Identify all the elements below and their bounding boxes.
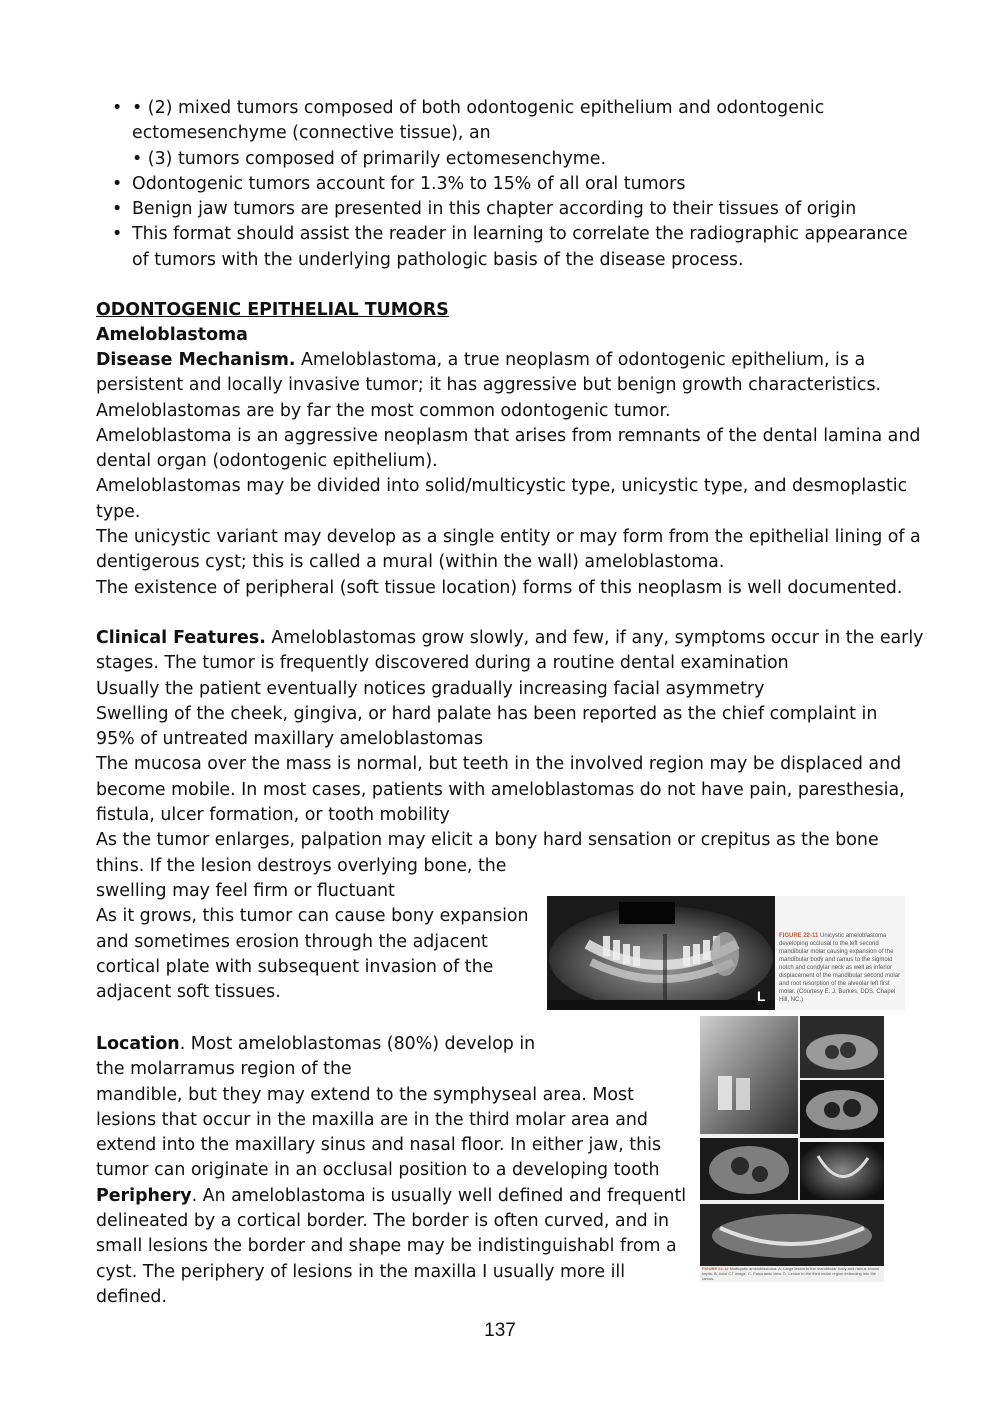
text-line: defined. (96, 1286, 167, 1307)
bullet-marker: • (112, 98, 123, 118)
text-line: The mucosa over the mass is normal, but teeth in the involved region may be displaced and (96, 754, 902, 775)
subheading: Ameloblastoma (96, 325, 248, 345)
text-line: 95% of untreated maxillary ameloblastomas (96, 729, 484, 750)
text-line: cyst. The periphery of lesions in the maxilla I usually more ill (96, 1261, 626, 1282)
text-line: mandible, but they may extend to the symphyseal area. Most (96, 1084, 634, 1105)
section-heading: ODONTOGENIC EPITHELIAL TUMORS (96, 300, 449, 320)
text-line: Usually the patient eventually notices gradually increasing facial asymmetry (96, 678, 765, 699)
text-line: persistent and locally invasive tumor; it has aggressive but benign growth characteristics. (96, 375, 882, 396)
text-line: lesions that occur in the maxilla are in the third molar area and (96, 1109, 648, 1130)
text-line: type. (96, 501, 141, 522)
text-line: fistula, ulcer formation, or tooth mobility (96, 805, 450, 826)
side-marker: L (757, 988, 766, 1004)
bullet-marker: • (112, 173, 123, 194)
text-line: delineated by a cortical border. The border is often curved, and in (96, 1211, 670, 1232)
text-line: adjacent soft tissues. (96, 982, 281, 1003)
text-line: extend into the maxillary sinus and nasal floor. In either jaw, this (96, 1135, 662, 1156)
text-line: swelling may feel firm or fluctuant (96, 880, 395, 901)
text-line: Ameloblastomas grow slowly, and few, if any, symptoms occur in the early (265, 628, 924, 648)
periphery-label: Periphery (96, 1185, 192, 1206)
bullet-text: Benign jaw tumors are presented in this chapter according to their tissues of origin (132, 199, 857, 220)
text-line: The existence of peripheral (soft tissue location) forms of this neoplasm is well documented. (96, 577, 903, 598)
caption-text: Multicystic ameloblastoma. A, Large lesion in the mandibular body and ramus shows septa. B, Axial CT image. C, Panoramic view. D, Lesion in the third molar region extending into the ramus. (702, 1266, 879, 1281)
text-line: stages. The tumor is frequently discovered during a routine dental examination (96, 653, 789, 674)
location-paragraph (96, 1032, 686, 1310)
text-line: the molarramus region of the (96, 1059, 352, 1080)
multipanel-radiograph-image (700, 1016, 884, 1266)
figure-caption (702, 1266, 882, 1281)
text-line: dental organ (odontogenic epithelium). (96, 451, 438, 472)
text-line: tumor can originate in an occlusal position to a developing tooth (96, 1160, 660, 1181)
page-number: 137 (484, 1320, 516, 1341)
text-line: Ameloblastoma is an aggressive neoplasm that arises from remnants of the dental lamina and (96, 425, 921, 446)
bullet-text: of tumors with the underlying pathologic basis of the disease process. (132, 249, 744, 270)
bullet-marker: • (112, 199, 123, 220)
bullet-item (112, 172, 908, 197)
bullet-item (112, 222, 908, 273)
bullet-list (112, 96, 908, 273)
text-line: dentigerous cyst; this is called a mural (within the wall) ameloblastoma. (96, 552, 725, 573)
text-line: become mobile. In most cases, patients with ameloblastomas do not have pain, paresthesia, (96, 779, 905, 800)
bullet-text: • (2) mixed tumors composed of both odontogenic epithelium and odontogenic (132, 98, 825, 118)
text-line: . An ameloblastoma is usually well defined and frequentl (191, 1185, 687, 1206)
text-line: thins. If the lesion destroys overlying bone, the (96, 855, 507, 876)
text-line: small lesions the border and shape may be indistinguishabl from a (96, 1236, 677, 1257)
bullet-text: Odontogenic tumors account for 1.3% to 15% of all oral tumors (132, 173, 686, 194)
text-line: Ameloblastoma, a true neoplasm of odontogenic epithelium, is a (295, 350, 866, 370)
figure-panoramic (547, 896, 905, 1010)
text-line: As the tumor enlarges, palpation may elicit a bony hard sensation or crepitus as the bone (96, 830, 879, 851)
caption-text: Unicystic ameloblastoma developing occlusal to the left second mandibular molar causing expansion of the mandibular body and ramus to the sigmoid notch and condylar neck as well as inferior displacement of the mandibular second molar and root resorption of the alveolar left first molar. (Courtesy E. J. Burkes, DDS, Chapel Hill, NC.) (779, 933, 901, 1003)
text-line: Ameloblastomas are by far the most common odontogenic tumor. (96, 400, 671, 421)
bullet-text: • (3) tumors composed of primarily ectomesenchyme. (132, 148, 606, 169)
bullet-item (112, 96, 908, 172)
text-line: and sometimes erosion through the adjacent (96, 931, 488, 952)
text-line: Ameloblastomas may be divided into solid/multicystic type, unicystic type, and desmoplastic (96, 476, 908, 497)
location-label: Location (96, 1034, 180, 1054)
figure-multipanel (700, 1016, 884, 1282)
mechanism-paragraph (96, 348, 921, 601)
text-line: cortical plate with subsequent invasion of the (96, 956, 494, 977)
bullet-marker: • (112, 224, 123, 245)
bullet-text: ectomesenchyme (connective tissue), an (132, 123, 491, 144)
clinical-label: Clinical Features. (96, 628, 266, 648)
panoramic-radiograph-image (547, 896, 775, 1010)
bullet-item (112, 197, 908, 222)
text-line: Swelling of the cheek, gingiva, or hard palate has been reported as the chief complaint in (96, 703, 878, 724)
figure-title: FIGURE 22-11 (779, 933, 819, 939)
text-line: . Most ameloblastomas (80%) develop in (179, 1034, 536, 1054)
figure-caption (779, 932, 901, 1004)
text-line: As it grows, this tumor can cause bony expansion (96, 906, 529, 927)
mechanism-label: Disease Mechanism. (96, 350, 296, 370)
bullet-text: This format should assist the reader in learning to correlate the radiographic appearance (132, 224, 908, 245)
text-line: The unicystic variant may develop as a single entity or may form from the epithelial lining of a (96, 527, 921, 548)
figure-title: FIGURE 22-12 (702, 1266, 729, 1271)
